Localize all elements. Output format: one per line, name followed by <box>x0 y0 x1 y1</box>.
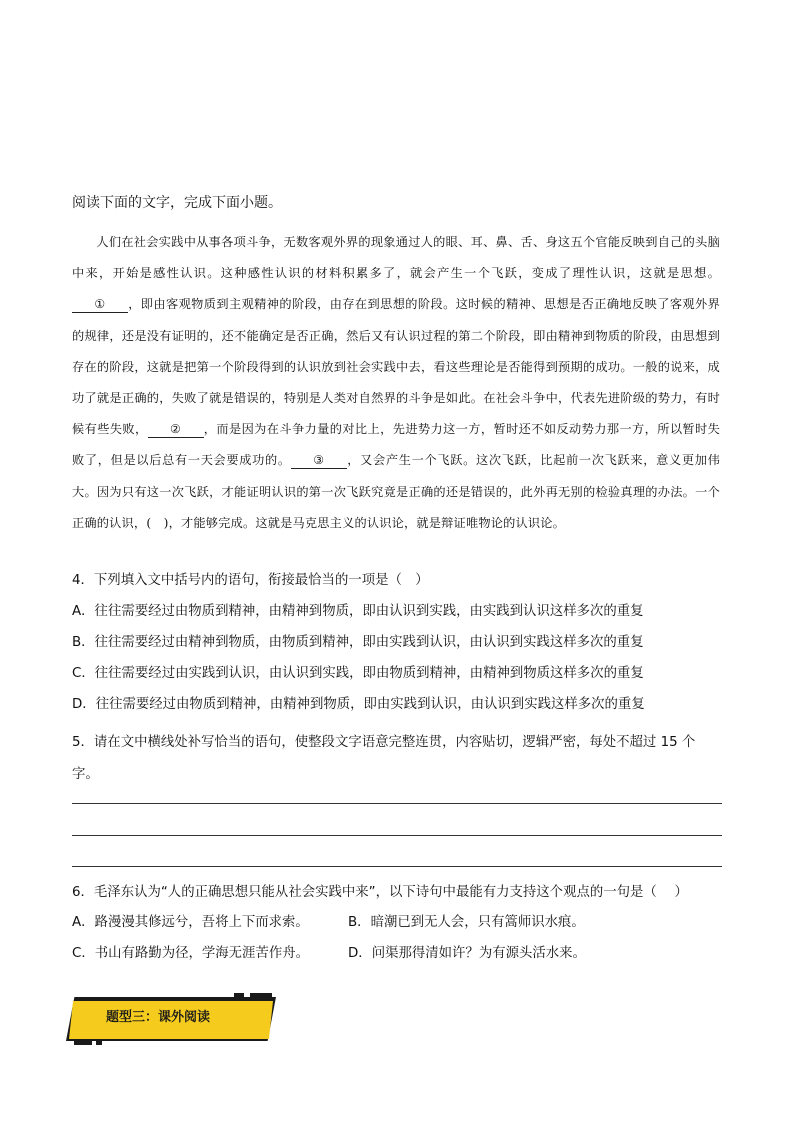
question-6-option-b: B．暗潮已到无人会，只有篙师识水痕。 <box>348 915 585 930</box>
question-4-option-c: C．往往需要经过由实践到认识，由认识到实践，即由物质到精神，由精神到物质这样多次的重复 <box>72 666 644 681</box>
question-4-stem: 4．下列填入文中括号内的语句，衔接最恰当的一项是（ ） <box>72 573 429 588</box>
question-6-option-a: A．路漫漫其修远兮，吾将上下而求索。 <box>72 915 309 930</box>
banner-decoration <box>96 1041 102 1045</box>
fill-blank-1: ① <box>72 296 128 313</box>
section-banner-label: 题型三：课外阅读 <box>106 1010 211 1025</box>
reading-passage <box>72 227 720 539</box>
answer-line-1[interactable] <box>72 803 722 804</box>
banner-decoration <box>250 993 272 997</box>
question-5-stem: 5．请在文中横线处补写恰当的语句，使整段文字语意完整连贯，内容贴切，逻辑严密，每处不超过 15 个字。 <box>72 735 696 782</box>
question-4-option-d: D．往往需要经过由物质到精神，由精神到物质，即由实践到认识，由认识到实践这样多次的重复 <box>72 697 645 712</box>
banner-decoration <box>74 1041 92 1045</box>
passage-text-5: ，才能够完成。这就是马克思主义的认识论，就是辩证唯物论的认识论。 <box>168 515 566 530</box>
question-6-option-c: C．书山有路勤为径，学海无涯苦作舟。 <box>72 946 309 961</box>
passage-text-4: ，又会产生一个飞跃。这次飞跃，比起前一次飞跃来，意义更加伟大。因为只有这一次飞跃，才能证明认识的第一次飞跃究竟是正确的还是错误的，此外再无别的检验真理的办法。一个正确的认识， <box>72 453 720 530</box>
reading-instruction: 阅读下面的文字，完成下面小题。 <box>72 195 282 211</box>
question-4-option-a: A．往往需要经过由物质到精神，由精神到物质，即由认识到实践，由实践到认识这样多次的重复 <box>72 604 644 619</box>
question-6-options-row-2 <box>72 943 586 965</box>
section-banner <box>66 997 278 1043</box>
fill-blank-3: ③ <box>291 452 347 469</box>
banner-decoration <box>234 993 244 997</box>
fill-blank-2: ② <box>148 421 204 438</box>
question-4-option-b: B．往往需要经过由精神到物质，由物质到精神，即由实践到认识，由认识到实践这样多次的重复 <box>72 635 644 650</box>
answer-line-3[interactable] <box>72 866 722 867</box>
answer-line-2[interactable] <box>72 835 722 836</box>
passage-text-3: ，而是因为在斗争力量的对比上，先进势力这一方，暂时还不如反动势力那一方，所以暂时失败了，但是以后总有一天会要成功的。 <box>72 422 720 468</box>
passage-text-2: ，即由客观物质到主观精神的阶段，由存在到思想的阶段。这时候的精神、思想是否正确地反映了客观外界的规律，还是没有证明的，还不能确定是否正确，然后又有认识过程的第二个阶段，即由精神到物质的阶段，由思想到存在的阶段，这就是把第一个阶段得到的认识放到社会实践中去，看这些理论是否能得到预期的成功。一般的说来，成功了就是正确的，失败了就是错误的，特别是人类对自然界的斗争是如此。在社会斗争中，代表先进阶级的势力，有时候有些失败， <box>72 297 720 437</box>
question-6-option-d: D．问渠那得清如许？为有源头活水来。 <box>348 946 586 961</box>
passage-text-1: 人们在社会实践中从事各项斗争，无数客观外界的现象通过人的眼、耳、鼻、舌、身这五个官能反映到自己的头脑中来，开始是感性认识。这种感性认识的材料积累多了，就会产生一个飞跃，变成了理性认识，这就是思想。 <box>72 235 720 281</box>
bracket-blank: ( ) <box>146 515 169 530</box>
question-6-stem: 6．毛泽东认为“人的正确思想只能从社会实践中来”，以下诗句中最能有力支持这个观点的一句是（ ） <box>72 885 688 900</box>
question-6-options-row-1 <box>72 912 585 934</box>
